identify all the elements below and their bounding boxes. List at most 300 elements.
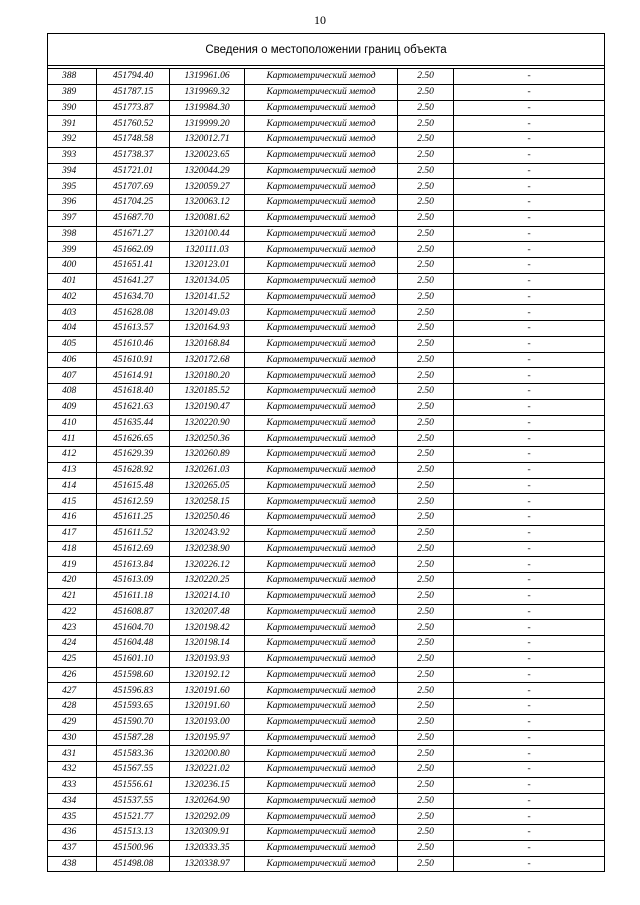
method-cell: Картометрический метод <box>245 746 398 762</box>
description-cell: - <box>454 384 605 400</box>
method-cell: Картометрический метод <box>245 699 398 715</box>
description-cell: - <box>454 447 605 463</box>
point-number-cell: 388 <box>48 69 97 85</box>
table-row <box>48 384 605 400</box>
table-row <box>48 620 605 636</box>
coord-y-cell: 1320214.10 <box>170 588 245 604</box>
table-row <box>48 462 605 478</box>
description-cell: - <box>454 352 605 368</box>
coord-y-cell: 1320191.60 <box>170 699 245 715</box>
accuracy-cell: 2.50 <box>398 604 454 620</box>
accuracy-cell: 2.50 <box>398 478 454 494</box>
accuracy-cell: 2.50 <box>398 793 454 809</box>
point-number-cell: 419 <box>48 557 97 573</box>
table-row <box>48 636 605 652</box>
description-cell: - <box>454 321 605 337</box>
table-title: Сведения о местоположении границ объекта <box>48 34 605 66</box>
method-cell: Картометрический метод <box>245 777 398 793</box>
method-cell: Картометрический метод <box>245 163 398 179</box>
table-row <box>48 588 605 604</box>
coord-y-cell: 1320081.62 <box>170 210 245 226</box>
point-number-cell: 390 <box>48 100 97 116</box>
accuracy-cell: 2.50 <box>398 494 454 510</box>
coord-y-cell: 1320134.05 <box>170 273 245 289</box>
method-cell: Картометрический метод <box>245 447 398 463</box>
table-row <box>48 163 605 179</box>
method-cell: Картометрический метод <box>245 147 398 163</box>
accuracy-cell: 2.50 <box>398 762 454 778</box>
point-number-cell: 438 <box>48 856 97 872</box>
description-cell: - <box>454 399 605 415</box>
accuracy-cell: 2.50 <box>398 431 454 447</box>
coord-y-cell: 1320193.93 <box>170 651 245 667</box>
description-cell: - <box>454 714 605 730</box>
coord-x-cell: 451610.46 <box>97 336 170 352</box>
coord-y-cell: 1320192.12 <box>170 667 245 683</box>
coord-y-cell: 1319961.06 <box>170 69 245 85</box>
coord-y-cell: 1320292.09 <box>170 809 245 825</box>
accuracy-cell: 2.50 <box>398 84 454 100</box>
point-number-cell: 402 <box>48 289 97 305</box>
method-cell: Картометрический метод <box>245 289 398 305</box>
point-number-cell: 435 <box>48 809 97 825</box>
accuracy-cell: 2.50 <box>398 699 454 715</box>
point-number-cell: 418 <box>48 541 97 557</box>
point-number-cell: 389 <box>48 84 97 100</box>
method-cell: Картометрический метод <box>245 667 398 683</box>
description-cell: - <box>454 258 605 274</box>
description-cell: - <box>454 699 605 715</box>
point-number-cell: 406 <box>48 352 97 368</box>
method-cell: Картометрический метод <box>245 494 398 510</box>
description-cell: - <box>454 462 605 478</box>
accuracy-cell: 2.50 <box>398 399 454 415</box>
accuracy-cell: 2.50 <box>398 525 454 541</box>
coord-x-cell: 451671.27 <box>97 226 170 242</box>
method-cell: Картометрический метод <box>245 651 398 667</box>
coord-y-cell: 1319969.32 <box>170 84 245 100</box>
coord-x-cell: 451787.15 <box>97 84 170 100</box>
coord-y-cell: 1320226.12 <box>170 557 245 573</box>
point-number-cell: 415 <box>48 494 97 510</box>
description-cell: - <box>454 336 605 352</box>
point-number-cell: 429 <box>48 714 97 730</box>
accuracy-cell: 2.50 <box>398 336 454 352</box>
accuracy-cell: 2.50 <box>398 588 454 604</box>
accuracy-cell: 2.50 <box>398 415 454 431</box>
coord-y-cell: 1320023.65 <box>170 147 245 163</box>
point-number-cell: 407 <box>48 368 97 384</box>
method-cell: Картометрический метод <box>245 84 398 100</box>
coord-x-cell: 451610.91 <box>97 352 170 368</box>
method-cell: Картометрический метод <box>245 809 398 825</box>
table-row <box>48 840 605 856</box>
method-cell: Картометрический метод <box>245 478 398 494</box>
description-cell: - <box>454 163 605 179</box>
coord-x-cell: 451628.92 <box>97 462 170 478</box>
accuracy-cell: 2.50 <box>398 462 454 478</box>
coord-x-cell: 451596.83 <box>97 683 170 699</box>
accuracy-cell: 2.50 <box>398 746 454 762</box>
coord-y-cell: 1320333.35 <box>170 840 245 856</box>
accuracy-cell: 2.50 <box>398 210 454 226</box>
coord-x-cell: 451613.57 <box>97 321 170 337</box>
method-cell: Картометрический метод <box>245 321 398 337</box>
description-cell: - <box>454 510 605 526</box>
coord-y-cell: 1320180.20 <box>170 368 245 384</box>
method-cell: Картометрический метод <box>245 636 398 652</box>
accuracy-cell: 2.50 <box>398 667 454 683</box>
coord-y-cell: 1319984.30 <box>170 100 245 116</box>
method-cell: Картометрический метод <box>245 69 398 85</box>
coord-x-cell: 451613.84 <box>97 557 170 573</box>
table-row <box>48 226 605 242</box>
method-cell: Картометрический метод <box>245 541 398 557</box>
coord-x-cell: 451604.70 <box>97 620 170 636</box>
point-number-cell: 434 <box>48 793 97 809</box>
table-row <box>48 100 605 116</box>
accuracy-cell: 2.50 <box>398 840 454 856</box>
coord-y-cell: 1320100.44 <box>170 226 245 242</box>
coord-x-cell: 451641.27 <box>97 273 170 289</box>
description-cell: - <box>454 809 605 825</box>
table-row <box>48 84 605 100</box>
table-row <box>48 147 605 163</box>
point-number-cell: 398 <box>48 226 97 242</box>
table-body <box>48 69 605 872</box>
accuracy-cell: 2.50 <box>398 352 454 368</box>
method-cell: Картометрический метод <box>245 620 398 636</box>
coord-x-cell: 451618.40 <box>97 384 170 400</box>
table-row <box>48 541 605 557</box>
method-cell: Картометрический метод <box>245 399 398 415</box>
table-row <box>48 431 605 447</box>
coord-y-cell: 1320250.46 <box>170 510 245 526</box>
table-row <box>48 258 605 274</box>
coord-y-cell: 1320265.05 <box>170 478 245 494</box>
coord-y-cell: 1320338.97 <box>170 856 245 872</box>
coord-y-cell: 1320221.02 <box>170 762 245 778</box>
description-cell: - <box>454 305 605 321</box>
table-row <box>48 242 605 258</box>
coord-x-cell: 451626.65 <box>97 431 170 447</box>
description-cell: - <box>454 179 605 195</box>
method-cell: Картометрический метод <box>245 132 398 148</box>
method-cell: Картометрический метод <box>245 179 398 195</box>
coord-x-cell: 451621.63 <box>97 399 170 415</box>
coord-y-cell: 1320220.25 <box>170 573 245 589</box>
method-cell: Картометрический метод <box>245 195 398 211</box>
table-row <box>48 699 605 715</box>
method-cell: Картометрический метод <box>245 730 398 746</box>
accuracy-cell: 2.50 <box>398 195 454 211</box>
accuracy-cell: 2.50 <box>398 100 454 116</box>
accuracy-cell: 2.50 <box>398 147 454 163</box>
point-number-cell: 397 <box>48 210 97 226</box>
method-cell: Картометрический метод <box>245 588 398 604</box>
coord-y-cell: 1320258.15 <box>170 494 245 510</box>
coord-x-cell: 451604.48 <box>97 636 170 652</box>
accuracy-cell: 2.50 <box>398 636 454 652</box>
accuracy-cell: 2.50 <box>398 683 454 699</box>
accuracy-cell: 2.50 <box>398 825 454 841</box>
point-number-cell: 421 <box>48 588 97 604</box>
accuracy-cell: 2.50 <box>398 651 454 667</box>
coord-y-cell: 1320250.36 <box>170 431 245 447</box>
point-number-cell: 408 <box>48 384 97 400</box>
point-number-cell: 399 <box>48 242 97 258</box>
coord-y-cell: 1320168.84 <box>170 336 245 352</box>
coord-x-cell: 451583.36 <box>97 746 170 762</box>
point-number-cell: 400 <box>48 258 97 274</box>
accuracy-cell: 2.50 <box>398 384 454 400</box>
point-number-cell: 391 <box>48 116 97 132</box>
coord-y-cell: 1320260.89 <box>170 447 245 463</box>
table-row <box>48 69 605 85</box>
coord-x-cell: 451707.69 <box>97 179 170 195</box>
description-cell: - <box>454 415 605 431</box>
method-cell: Картометрический метод <box>245 116 398 132</box>
table-row <box>48 525 605 541</box>
description-cell: - <box>454 195 605 211</box>
method-cell: Картометрический метод <box>245 856 398 872</box>
method-cell: Картометрический метод <box>245 273 398 289</box>
accuracy-cell: 2.50 <box>398 273 454 289</box>
point-number-cell: 410 <box>48 415 97 431</box>
description-cell: - <box>454 494 605 510</box>
point-number-cell: 424 <box>48 636 97 652</box>
coord-y-cell: 1320207.48 <box>170 604 245 620</box>
point-number-cell: 436 <box>48 825 97 841</box>
coord-x-cell: 451635.44 <box>97 415 170 431</box>
table-row <box>48 447 605 463</box>
description-cell: - <box>454 226 605 242</box>
coord-y-cell: 1320309.91 <box>170 825 245 841</box>
accuracy-cell: 2.50 <box>398 242 454 258</box>
description-cell: - <box>454 132 605 148</box>
coord-y-cell: 1320238.90 <box>170 541 245 557</box>
point-number-cell: 403 <box>48 305 97 321</box>
point-number-cell: 430 <box>48 730 97 746</box>
accuracy-cell: 2.50 <box>398 163 454 179</box>
point-number-cell: 422 <box>48 604 97 620</box>
point-number-cell: 414 <box>48 478 97 494</box>
table-row <box>48 179 605 195</box>
coord-y-cell: 1320044.29 <box>170 163 245 179</box>
coord-x-cell: 451634.70 <box>97 289 170 305</box>
coord-y-cell: 1320236.15 <box>170 777 245 793</box>
coord-x-cell: 451513.13 <box>97 825 170 841</box>
table-row <box>48 604 605 620</box>
point-number-cell: 394 <box>48 163 97 179</box>
table-row <box>48 714 605 730</box>
point-number-cell: 431 <box>48 746 97 762</box>
method-cell: Картометрический метод <box>245 226 398 242</box>
method-cell: Картометрический метод <box>245 242 398 258</box>
coord-y-cell: 1320261.03 <box>170 462 245 478</box>
point-number-cell: 425 <box>48 651 97 667</box>
description-cell: - <box>454 273 605 289</box>
coord-x-cell: 451556.61 <box>97 777 170 793</box>
table-row <box>48 132 605 148</box>
description-cell: - <box>454 667 605 683</box>
coord-x-cell: 451794.40 <box>97 69 170 85</box>
description-cell: - <box>454 478 605 494</box>
point-number-cell: 412 <box>48 447 97 463</box>
table-row <box>48 809 605 825</box>
accuracy-cell: 2.50 <box>398 714 454 730</box>
description-cell: - <box>454 541 605 557</box>
table-row <box>48 289 605 305</box>
point-number-cell: 417 <box>48 525 97 541</box>
table-row <box>48 116 605 132</box>
point-number-cell: 428 <box>48 699 97 715</box>
description-cell: - <box>454 840 605 856</box>
table-row <box>48 793 605 809</box>
description-cell: - <box>454 762 605 778</box>
boundary-coordinates-table <box>47 33 605 872</box>
coord-x-cell: 451601.10 <box>97 651 170 667</box>
table-row <box>48 730 605 746</box>
method-cell: Картометрический метод <box>245 384 398 400</box>
coord-y-cell: 1320149.03 <box>170 305 245 321</box>
coord-x-cell: 451590.70 <box>97 714 170 730</box>
coord-x-cell: 451608.87 <box>97 604 170 620</box>
table-row <box>48 195 605 211</box>
coord-x-cell: 451593.65 <box>97 699 170 715</box>
table-row <box>48 510 605 526</box>
point-number-cell: 433 <box>48 777 97 793</box>
accuracy-cell: 2.50 <box>398 447 454 463</box>
coord-x-cell: 451760.52 <box>97 116 170 132</box>
accuracy-cell: 2.50 <box>398 777 454 793</box>
method-cell: Картометрический метод <box>245 762 398 778</box>
accuracy-cell: 2.50 <box>398 557 454 573</box>
coord-x-cell: 451500.96 <box>97 840 170 856</box>
point-number-cell: 395 <box>48 179 97 195</box>
coord-y-cell: 1320059.27 <box>170 179 245 195</box>
coord-y-cell: 1320063.12 <box>170 195 245 211</box>
table-row <box>48 825 605 841</box>
coord-x-cell: 451611.18 <box>97 588 170 604</box>
table-row <box>48 415 605 431</box>
accuracy-cell: 2.50 <box>398 132 454 148</box>
table-row <box>48 494 605 510</box>
point-number-cell: 437 <box>48 840 97 856</box>
method-cell: Картометрический метод <box>245 825 398 841</box>
method-cell: Картометрический метод <box>245 557 398 573</box>
coord-y-cell: 1320111.03 <box>170 242 245 258</box>
point-number-cell: 423 <box>48 620 97 636</box>
coord-x-cell: 451498.08 <box>97 856 170 872</box>
table-row <box>48 667 605 683</box>
table-row <box>48 746 605 762</box>
accuracy-cell: 2.50 <box>398 116 454 132</box>
accuracy-cell: 2.50 <box>398 856 454 872</box>
accuracy-cell: 2.50 <box>398 258 454 274</box>
method-cell: Картометрический метод <box>245 510 398 526</box>
table-row <box>48 336 605 352</box>
coord-y-cell: 1320123.01 <box>170 258 245 274</box>
coord-y-cell: 1320198.14 <box>170 636 245 652</box>
coord-y-cell: 1320200.80 <box>170 746 245 762</box>
description-cell: - <box>454 588 605 604</box>
coord-x-cell: 451738.37 <box>97 147 170 163</box>
accuracy-cell: 2.50 <box>398 809 454 825</box>
coord-x-cell: 451629.39 <box>97 447 170 463</box>
coord-x-cell: 451687.70 <box>97 210 170 226</box>
point-number-cell: 413 <box>48 462 97 478</box>
method-cell: Картометрический метод <box>245 462 398 478</box>
method-cell: Картометрический метод <box>245 840 398 856</box>
coord-x-cell: 451721.01 <box>97 163 170 179</box>
table-row <box>48 478 605 494</box>
description-cell: - <box>454 856 605 872</box>
description-cell: - <box>454 210 605 226</box>
accuracy-cell: 2.50 <box>398 620 454 636</box>
coord-y-cell: 1320220.90 <box>170 415 245 431</box>
table-row <box>48 368 605 384</box>
coord-x-cell: 451567.55 <box>97 762 170 778</box>
coord-y-cell: 1320195.97 <box>170 730 245 746</box>
point-number-cell: 396 <box>48 195 97 211</box>
point-number-cell: 409 <box>48 399 97 415</box>
accuracy-cell: 2.50 <box>398 730 454 746</box>
description-cell: - <box>454 746 605 762</box>
table-row <box>48 321 605 337</box>
description-cell: - <box>454 289 605 305</box>
method-cell: Картометрический метод <box>245 604 398 620</box>
description-cell: - <box>454 620 605 636</box>
coord-x-cell: 451521.77 <box>97 809 170 825</box>
coord-y-cell: 1320190.47 <box>170 399 245 415</box>
method-cell: Картометрический метод <box>245 793 398 809</box>
method-cell: Картометрический метод <box>245 100 398 116</box>
coord-y-cell: 1320243.92 <box>170 525 245 541</box>
coord-y-cell: 1320172.68 <box>170 352 245 368</box>
method-cell: Картометрический метод <box>245 210 398 226</box>
method-cell: Картометрический метод <box>245 714 398 730</box>
table-row <box>48 210 605 226</box>
coord-y-cell: 1320264.90 <box>170 793 245 809</box>
point-number-cell: 416 <box>48 510 97 526</box>
point-number-cell: 411 <box>48 431 97 447</box>
boundary-table-frame <box>47 33 604 872</box>
coord-y-cell: 1320185.52 <box>170 384 245 400</box>
method-cell: Картометрический метод <box>245 525 398 541</box>
coord-y-cell: 1320191.60 <box>170 683 245 699</box>
description-cell: - <box>454 100 605 116</box>
accuracy-cell: 2.50 <box>398 541 454 557</box>
table-row <box>48 399 605 415</box>
coord-x-cell: 451628.08 <box>97 305 170 321</box>
description-cell: - <box>454 604 605 620</box>
point-number-cell: 404 <box>48 321 97 337</box>
coord-y-cell: 1319999.20 <box>170 116 245 132</box>
coord-x-cell: 451611.25 <box>97 510 170 526</box>
coord-y-cell: 1320141.52 <box>170 289 245 305</box>
coord-x-cell: 451773.87 <box>97 100 170 116</box>
coord-x-cell: 451651.41 <box>97 258 170 274</box>
description-cell: - <box>454 69 605 85</box>
coord-x-cell: 451615.48 <box>97 478 170 494</box>
point-number-cell: 426 <box>48 667 97 683</box>
method-cell: Картометрический метод <box>245 305 398 321</box>
coord-x-cell: 451598.60 <box>97 667 170 683</box>
description-cell: - <box>454 84 605 100</box>
coord-x-cell: 451614.91 <box>97 368 170 384</box>
coord-x-cell: 451612.59 <box>97 494 170 510</box>
